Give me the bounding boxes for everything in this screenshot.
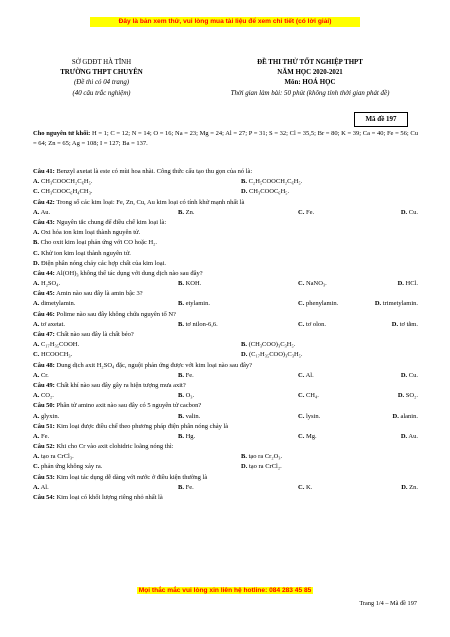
option-letter: A. [33,483,40,491]
option-letter: B. [178,371,184,379]
options-row [33,350,418,360]
option-letter: B. [178,432,184,440]
exam-info [190,58,430,99]
option-text: dimetylamin. [40,300,76,308]
answer-option[interactable] [392,320,418,330]
question [33,381,418,401]
answer-option[interactable] [241,340,295,350]
question [33,361,418,381]
option-letter: C. [298,412,305,420]
question-number: Câu 42: [33,198,55,206]
option-text: trimetylamin. [382,300,418,308]
hotline-footer [0,587,450,594]
answer-option[interactable] [298,483,312,493]
question-list [33,167,418,503]
option-letter: B. [178,300,184,308]
question [33,167,418,198]
answer-option[interactable] [401,483,418,493]
option-text: Zn. [185,208,195,216]
answer-option[interactable] [33,350,72,360]
answer-option[interactable] [178,299,210,309]
answer-option[interactable] [298,412,320,422]
option-letter: D. [241,188,248,196]
question-number: Câu 48: [33,361,55,369]
option-text: Cu. [408,208,418,216]
question-number: Câu 46: [33,310,55,318]
subject: Môn: HOÁ HỌC [284,79,336,87]
option-letter: A. [33,208,40,216]
answer-option[interactable] [241,452,282,462]
question-stem [33,198,418,208]
atomic-masses [33,129,418,149]
question [33,442,418,473]
option-letter: A. [33,300,40,308]
option-letter: A. [33,453,40,461]
answer-option[interactable] [33,228,140,238]
options-row [33,228,418,238]
option-letter: D. [241,463,248,471]
options-row [33,249,418,259]
question [33,218,418,269]
options-row [33,299,418,309]
answer-option[interactable] [33,177,92,187]
answer-option[interactable] [33,391,54,401]
option-letter: B. [178,392,184,400]
option-text: alanin. [400,412,418,420]
option-text: CH₃COOCH₂C₆H₅. [40,178,93,186]
answer-option[interactable] [298,299,338,309]
answer-option[interactable] [33,371,49,381]
answer-option[interactable] [33,462,102,472]
question-stem [33,269,418,279]
options-row [33,412,418,422]
answer-option[interactable] [33,432,49,442]
option-letter: A. [33,320,40,328]
option-text: HCl. [405,280,418,288]
answer-option[interactable] [398,279,418,289]
question-text: Khi cho Cr vào axit clohidric loãng nóng thì: [56,443,174,451]
option-letter: B. [178,280,184,288]
question-text: Trong số các kim loại: Fe, Zn, Cu, Au kim loại có tính khử mạnh nhất là [56,198,245,206]
option-letter: D. [33,259,40,267]
school-info [24,58,179,99]
option-text: (CH₃COO)₃C₃H₅. [248,341,296,349]
option-letter: A. [33,341,40,349]
page-count-note: (Đề thi có 04 trang) [73,79,130,87]
option-text: Fe. [305,208,315,216]
question [33,198,418,218]
option-text: SO₂. [405,392,418,400]
option-letter: C. [298,320,305,328]
answer-option[interactable] [298,279,327,289]
question-stem [33,422,418,432]
option-text: Fe. [185,483,194,491]
answer-option[interactable] [178,208,194,218]
question [33,310,418,330]
option-text: Điện phân nóng chảy các hợp chất của kim loại. [40,259,167,267]
answer-option[interactable] [33,340,79,350]
option-letter: A. [33,432,40,440]
options-row [33,177,418,187]
question-stem [33,401,418,411]
option-text: Hg. [185,432,196,440]
question-count-note: (40 câu trắc nghiệm) [72,89,131,97]
option-text: CO₂. [40,392,54,400]
answer-option[interactable] [401,208,418,218]
department-name: SỞ GDĐT HÀ TĨNH [71,59,132,66]
option-letter: B. [241,178,247,186]
option-text: Fe. [40,432,50,440]
question-text: Kim loại có khối lượng riêng nhỏ nhất là [56,494,163,501]
question-number: Câu 45: [33,290,55,298]
atomic-masses-label: Cho nguyên tử khối: [33,130,91,137]
time-limit: Thời gian làm bài: 50 phút (không tính thời gian phát đề) [230,89,390,97]
answer-option[interactable] [178,483,194,493]
option-text: KOH. [185,280,202,288]
option-text: Mg. [305,432,317,440]
option-text: phản ứng không xảy ra. [40,463,103,471]
option-text: Al. [305,371,314,379]
question-stem [33,310,418,320]
option-text: O₃. [185,392,195,400]
option-letter: A. [33,229,40,237]
options-row [33,340,418,350]
exam-header [0,58,450,113]
answer-option[interactable] [33,299,75,309]
question-number: Câu 54: [33,494,55,501]
answer-option[interactable] [33,187,92,197]
question [33,330,418,361]
question [33,401,418,421]
question-text: Amin nào sau đây là amin bậc 3? [56,290,143,298]
option-letter: B. [178,412,184,420]
option-text: Al. [40,483,49,491]
answer-option[interactable] [33,483,49,493]
question-number: Câu 41: [33,168,55,175]
option-letter: A. [33,178,40,186]
option-text: NaNO₃. [305,280,327,288]
question-stem [33,442,418,452]
option-text: CH₃COOC₆H₅. [248,188,290,196]
option-text: Khử ion kim loại thành nguyên tử. [40,249,131,257]
question-number: Câu 49: [33,381,55,389]
option-letter: C. [298,280,305,288]
options-row [33,452,418,462]
page-number: Trang 1/4 – Mã đề 197 [359,600,417,607]
option-letter: D. [397,280,404,288]
preview-banner: Đây là bản xem thử, vui lòng mua tài liệu để xem chi tiết (có lời giải) [90,17,360,27]
option-text: C₂H₅COOCH₂C₆H₅. [248,178,303,186]
option-text: valin. [185,412,201,420]
question-text: Benzyl axetat là este có mùi hoa nhài. Công thức cấu tạo thu gọn của nó là: [56,168,253,175]
question-stem [33,289,418,299]
answer-option[interactable] [241,462,282,472]
option-letter: D. [391,320,399,328]
option-text: Cu. [408,371,418,379]
exam-code-box: Mã đề 197 [354,112,408,127]
option-text: tạo ra Cr₂O₃. [248,453,283,461]
answer-option[interactable] [33,279,60,289]
options-row [33,208,418,218]
answer-option[interactable] [33,238,157,248]
answer-option[interactable] [401,432,418,442]
answer-option[interactable] [178,412,200,422]
option-letter: C. [33,463,40,471]
question-number: Câu 52: [33,443,55,451]
question-stem [33,167,418,177]
option-text: Cr. [40,371,49,379]
question-stem [33,218,418,228]
option-text: C₁₇H₃₅COOH. [40,341,80,349]
option-letter: C. [298,432,305,440]
question-stem [33,473,418,483]
option-letter: D. [400,371,408,379]
option-text: H₂SO₄. [40,280,61,288]
option-text: (C₁₇H₃₅COO)₃C₃H₅. [248,351,303,359]
options-row [33,187,418,197]
question [33,422,418,442]
option-text: Oxi hóa ion kim loại thành nguyên tử. [40,229,141,237]
question-text: Al(OH)₃ không thể tác dụng với dung dịch nào sau đây? [56,269,203,277]
answer-option[interactable] [241,350,303,360]
option-letter: A. [33,371,40,379]
option-text: tơ tằm. [399,320,418,328]
option-letter: A. [33,392,40,400]
option-letter: C. [298,300,305,308]
options-row [33,259,418,269]
options-row [33,238,418,248]
option-text: Fe. [185,371,194,379]
answer-option[interactable] [33,249,131,259]
option-text: tạo ra CrCl₃. [40,453,74,461]
question-stem [33,493,418,503]
option-letter: B. [178,208,184,216]
option-text: lysin. [305,412,321,420]
option-text: tơ axetat. [40,320,65,328]
option-letter: D. [400,432,408,440]
question-text: Chất khí nào sau đây gây ra hiện tượng mưa axit? [56,381,186,389]
option-letter: C. [33,249,40,257]
question-number: Câu 53: [33,473,55,481]
school-name: TRƯỜNG THPT CHUYÊN [60,69,143,77]
answer-option[interactable] [33,320,65,330]
option-letter: C. [33,351,40,359]
option-text: tơ nilon-6,6. [185,320,218,328]
question-text: Nguyên tắc chung để điều chế kim loại là: [56,218,167,226]
question [33,473,418,493]
option-letter: D. [397,392,405,400]
hotline-text: Mọi thắc mắc vui lòng xin liên hệ hotline: 084 283 45 85 [138,587,312,594]
answer-option[interactable] [241,187,289,197]
option-letter: D. [392,412,399,420]
answer-option[interactable] [241,177,302,187]
option-text: CH₃COOC₆H₄CH₃. [40,188,93,196]
answer-option[interactable] [375,299,418,309]
answer-option[interactable] [298,391,319,401]
option-text: tơ olon. [305,320,327,328]
question-number: Câu 47: [33,331,55,338]
option-text: Cho oxit kim loại phản ứng với CO hoặc H₂. [40,239,158,247]
answer-option[interactable] [178,371,194,381]
answer-option[interactable] [298,208,314,218]
option-letter: D. [374,300,382,308]
question-text: Kim loại tác dụng dễ dàng với nước ở điều kiện thường là [56,473,208,481]
answer-option[interactable] [33,259,166,269]
options-row [33,432,418,442]
option-letter: B. [241,341,247,349]
options-row [33,462,418,472]
option-text: tạo ra CrCl₂. [248,463,282,471]
option-text: Zn. [409,483,418,491]
option-text: phenylamin. [305,300,339,308]
answer-option[interactable] [33,452,74,462]
question-text: Chất nào sau đây là chất béo? [56,331,134,338]
option-text: etylamin. [185,300,210,308]
answer-option[interactable] [178,279,201,289]
option-letter: A. [33,412,40,420]
option-text: Au. [408,432,418,440]
options-row [33,279,418,289]
option-letter: C. [298,483,305,491]
option-text: HCOOCH₃. [40,351,73,359]
option-text: CH₄. [305,392,319,400]
answer-option[interactable] [33,412,59,422]
options-row [33,391,418,401]
question [33,289,418,309]
answer-option[interactable] [398,391,418,401]
option-letter: C. [298,371,305,379]
answer-option[interactable] [178,432,195,442]
answer-option[interactable] [298,371,314,381]
option-letter: B. [33,239,39,247]
option-letter: C. [33,188,40,196]
question-stem [33,361,418,371]
answer-option[interactable] [298,320,326,330]
option-letter: D. [401,483,408,491]
answer-option[interactable] [298,432,317,442]
option-letter: C. [298,208,305,216]
answer-option[interactable] [393,412,418,422]
options-row [33,320,418,330]
school-year: NĂM HỌC 2020-2021 [277,69,343,77]
option-letter: C. [298,392,305,400]
question-stem [33,381,418,391]
question [33,493,418,503]
options-row [33,483,418,493]
answer-option[interactable] [178,391,194,401]
question-text: Dung dịch axit H₂SO₄ đặc, nguội phản ứng được với kim loại nào sau đây? [56,361,253,369]
option-text: glyxin. [40,412,60,420]
exam-title: ĐỀ THI THỬ TỐT NGHIỆP THPT [257,59,363,66]
atomic-masses-values: H = 1; C = 12; N = 14; O = 16; Na = 23; Mg = 24; Al = 27; P = 31; S = 32; Cl = 35,5; Br = 80; K = 39; Ca = 40; Fe = 56; Cu = 64; Zn = 65; Ag = 108; I = 127; Ba = 137. [33,130,418,148]
question-text: Polime nào sau đây không chứa nguyên tố N? [56,310,176,318]
question-number: Câu 43: [33,218,55,226]
option-letter: D. [400,208,408,216]
answer-option[interactable] [401,371,418,381]
answer-option[interactable] [33,208,50,218]
question-stem [33,330,418,340]
option-letter: B. [241,453,247,461]
option-letter: B. [178,320,184,328]
question-number: Câu 50: [33,402,55,410]
question [33,269,418,289]
answer-option[interactable] [178,320,218,330]
question-text: Kim loại được điều chế theo phương pháp điện phân nóng chảy là [56,422,229,430]
option-text: Au. [40,208,51,216]
question-number: Câu 44: [33,269,55,277]
question-text: Phân tử amino axit nào sau đây có 5 nguyên tử cacbon? [56,402,202,410]
option-letter: B. [178,483,184,491]
option-letter: D. [241,351,248,359]
option-text: K. [305,483,313,491]
question-number: Câu 51: [33,422,55,430]
option-letter: A. [33,280,40,288]
options-row [33,371,418,381]
